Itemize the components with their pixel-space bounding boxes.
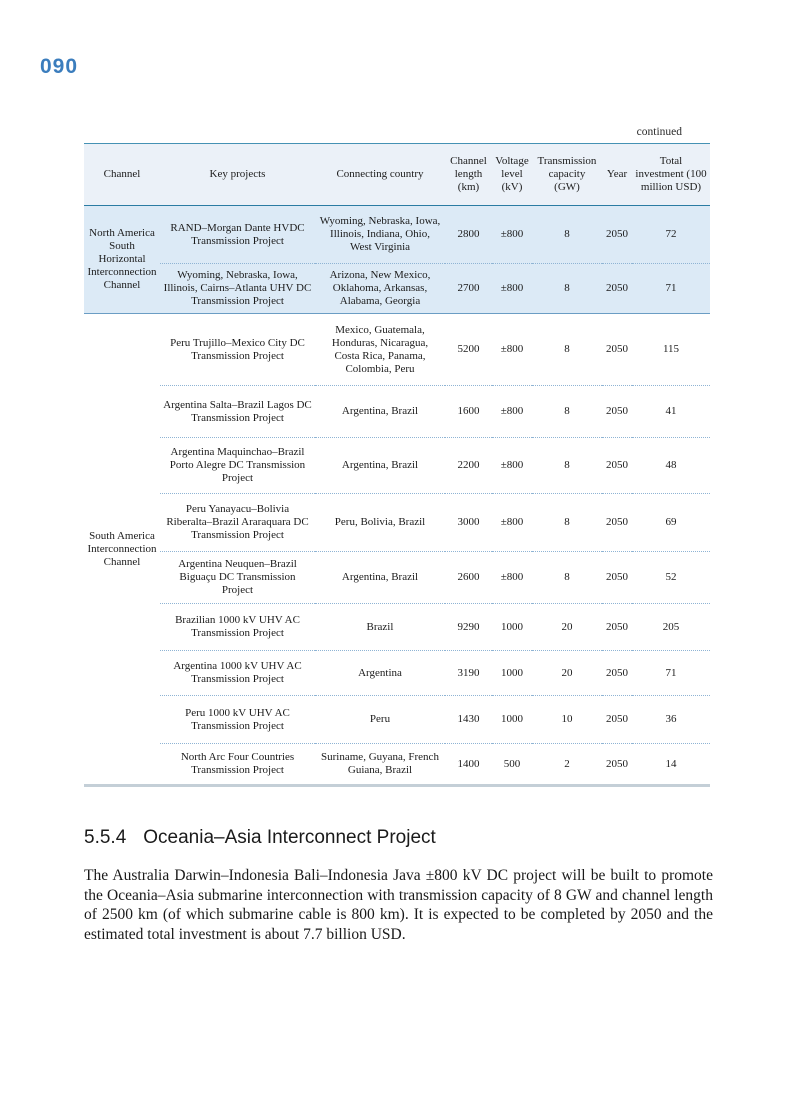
table-row	[84, 494, 710, 552]
column-header-key-projects: Key projects	[160, 144, 315, 206]
cell-project: Argentina Neuquen–Brazil Biguaçu DC Transmission Project	[160, 552, 315, 604]
transmission-projects-table	[84, 143, 710, 787]
cell-length: 1430	[445, 696, 492, 744]
cell-year: 2050	[602, 552, 632, 604]
table-row	[84, 386, 710, 438]
cell-voltage: ±800	[492, 552, 532, 604]
cell-investment: 14	[632, 744, 710, 786]
cell-country: Brazil	[315, 604, 445, 651]
cell-country: Argentina, Brazil	[315, 552, 445, 604]
channel-group-label: North America South Horizontal Interconnection Channel	[84, 206, 160, 314]
column-header-total-investment: Total investment (100 million USD)	[632, 144, 710, 206]
cell-capacity: 2	[532, 744, 602, 786]
table-row	[84, 604, 710, 651]
column-header-channel-length: Channel length (km)	[445, 144, 492, 206]
page-content	[84, 126, 713, 944]
cell-investment: 115	[632, 314, 710, 386]
table-row	[84, 264, 710, 314]
page-number: 090	[40, 55, 79, 78]
cell-capacity: 8	[532, 552, 602, 604]
cell-length: 5200	[445, 314, 492, 386]
cell-year: 2050	[602, 314, 632, 386]
table-continued-label: continued	[636, 126, 682, 138]
cell-length: 1400	[445, 744, 492, 786]
section-number: 5.5.4	[84, 827, 127, 848]
cell-investment: 205	[632, 604, 710, 651]
cell-length: 2700	[445, 264, 492, 314]
section-paragraph: The Australia Darwin–Indonesia Bali–Indonesia Java ±800 kV DC project will be built to promote the Oceania–Asia submarine interconnection with transmission capacity of 8 GW and channel length of 2500 km (of which submarine cable is 800 km). It is expected to be completed by 2050 and the estimated total investment is about 7.7 billion USD.	[84, 867, 713, 943]
cell-voltage: ±800	[492, 438, 532, 494]
cell-investment: 41	[632, 386, 710, 438]
cell-voltage: ±800	[492, 206, 532, 264]
cell-voltage: ±800	[492, 386, 532, 438]
cell-capacity: 20	[532, 604, 602, 651]
cell-year: 2050	[602, 206, 632, 264]
column-header-connecting-country: Connecting country	[315, 144, 445, 206]
cell-investment: 52	[632, 552, 710, 604]
cell-capacity: 8	[532, 438, 602, 494]
cell-project: North Arc Four Countries Transmission Project	[160, 744, 315, 786]
cell-capacity: 8	[532, 206, 602, 264]
cell-project: Argentina Maquinchao–Brazil Porto Alegre DC Transmission Project	[160, 438, 315, 494]
cell-year: 2050	[602, 604, 632, 651]
cell-country: Argentina, Brazil	[315, 438, 445, 494]
table-row	[84, 744, 710, 786]
cell-length: 2200	[445, 438, 492, 494]
cell-year: 2050	[602, 386, 632, 438]
cell-capacity: 8	[532, 386, 602, 438]
section-title: Oceania–Asia Interconnect Project	[143, 827, 436, 848]
header-row	[84, 144, 710, 206]
table-row	[84, 696, 710, 744]
column-header-channel: Channel	[84, 144, 160, 206]
cell-length: 2800	[445, 206, 492, 264]
table-header	[84, 144, 710, 206]
cell-length: 3000	[445, 494, 492, 552]
column-header-transmission-capacity: Transmission capacity (GW)	[532, 144, 602, 206]
cell-voltage: ±800	[492, 314, 532, 386]
cell-project: RAND–Morgan Dante HVDC Transmission Project	[160, 206, 315, 264]
cell-capacity: 20	[532, 651, 602, 696]
cell-country: Arizona, New Mexico, Oklahoma, Arkansas, Alabama, Georgia	[315, 264, 445, 314]
cell-country: Peru	[315, 696, 445, 744]
cell-country: Wyoming, Nebraska, Iowa, Illinois, Indiana, Ohio, West Virginia	[315, 206, 445, 264]
cell-length: 2600	[445, 552, 492, 604]
cell-year: 2050	[602, 696, 632, 744]
cell-country: Suriname, Guyana, French Guiana, Brazil	[315, 744, 445, 786]
cell-length: 1600	[445, 386, 492, 438]
table-row	[84, 552, 710, 604]
cell-investment: 72	[632, 206, 710, 264]
cell-country: Argentina, Brazil	[315, 386, 445, 438]
cell-year: 2050	[602, 651, 632, 696]
cell-project: Wyoming, Nebraska, Iowa, Illinois, Cairns–Atlanta UHV DC Transmission Project	[160, 264, 315, 314]
table-row	[84, 438, 710, 494]
column-header-year: Year	[602, 144, 632, 206]
cell-country: Argentina	[315, 651, 445, 696]
cell-capacity: 8	[532, 314, 602, 386]
table-row	[84, 314, 710, 386]
cell-investment: 71	[632, 651, 710, 696]
cell-capacity: 10	[532, 696, 602, 744]
cell-country: Mexico, Guatemala, Honduras, Nicaragua, Costa Rica, Panama, Colombia, Peru	[315, 314, 445, 386]
cell-project: Peru 1000 kV UHV AC Transmission Project	[160, 696, 315, 744]
cell-country: Peru, Bolivia, Brazil	[315, 494, 445, 552]
cell-investment: 71	[632, 264, 710, 314]
cell-voltage: 1000	[492, 696, 532, 744]
cell-project: Peru Yanayacu–Bolivia Riberalta–Brazil Araraquara DC Transmission Project	[160, 494, 315, 552]
cell-investment: 36	[632, 696, 710, 744]
table-row	[84, 651, 710, 696]
cell-investment: 48	[632, 438, 710, 494]
cell-investment: 69	[632, 494, 710, 552]
cell-project: Peru Trujillo–Mexico City DC Transmission Project	[160, 314, 315, 386]
cell-voltage: 500	[492, 744, 532, 786]
channel-group-label: South America Interconnection Channel	[84, 314, 160, 786]
column-header-voltage-level: Voltage level (kV)	[492, 144, 532, 206]
cell-project: Argentina 1000 kV UHV AC Transmission Project	[160, 651, 315, 696]
cell-voltage: 1000	[492, 651, 532, 696]
cell-length: 9290	[445, 604, 492, 651]
table-row	[84, 206, 710, 264]
cell-capacity: 8	[532, 494, 602, 552]
cell-year: 2050	[602, 494, 632, 552]
cell-year: 2050	[602, 744, 632, 786]
cell-project: Argentina Salta–Brazil Lagos DC Transmission Project	[160, 386, 315, 438]
cell-voltage: ±800	[492, 494, 532, 552]
cell-voltage: 1000	[492, 604, 532, 651]
cell-voltage: ±800	[492, 264, 532, 314]
cell-length: 3190	[445, 651, 492, 696]
cell-year: 2050	[602, 264, 632, 314]
cell-project: Brazilian 1000 kV UHV AC Transmission Project	[160, 604, 315, 651]
cell-year: 2050	[602, 438, 632, 494]
cell-capacity: 8	[532, 264, 602, 314]
section-heading	[84, 827, 710, 849]
